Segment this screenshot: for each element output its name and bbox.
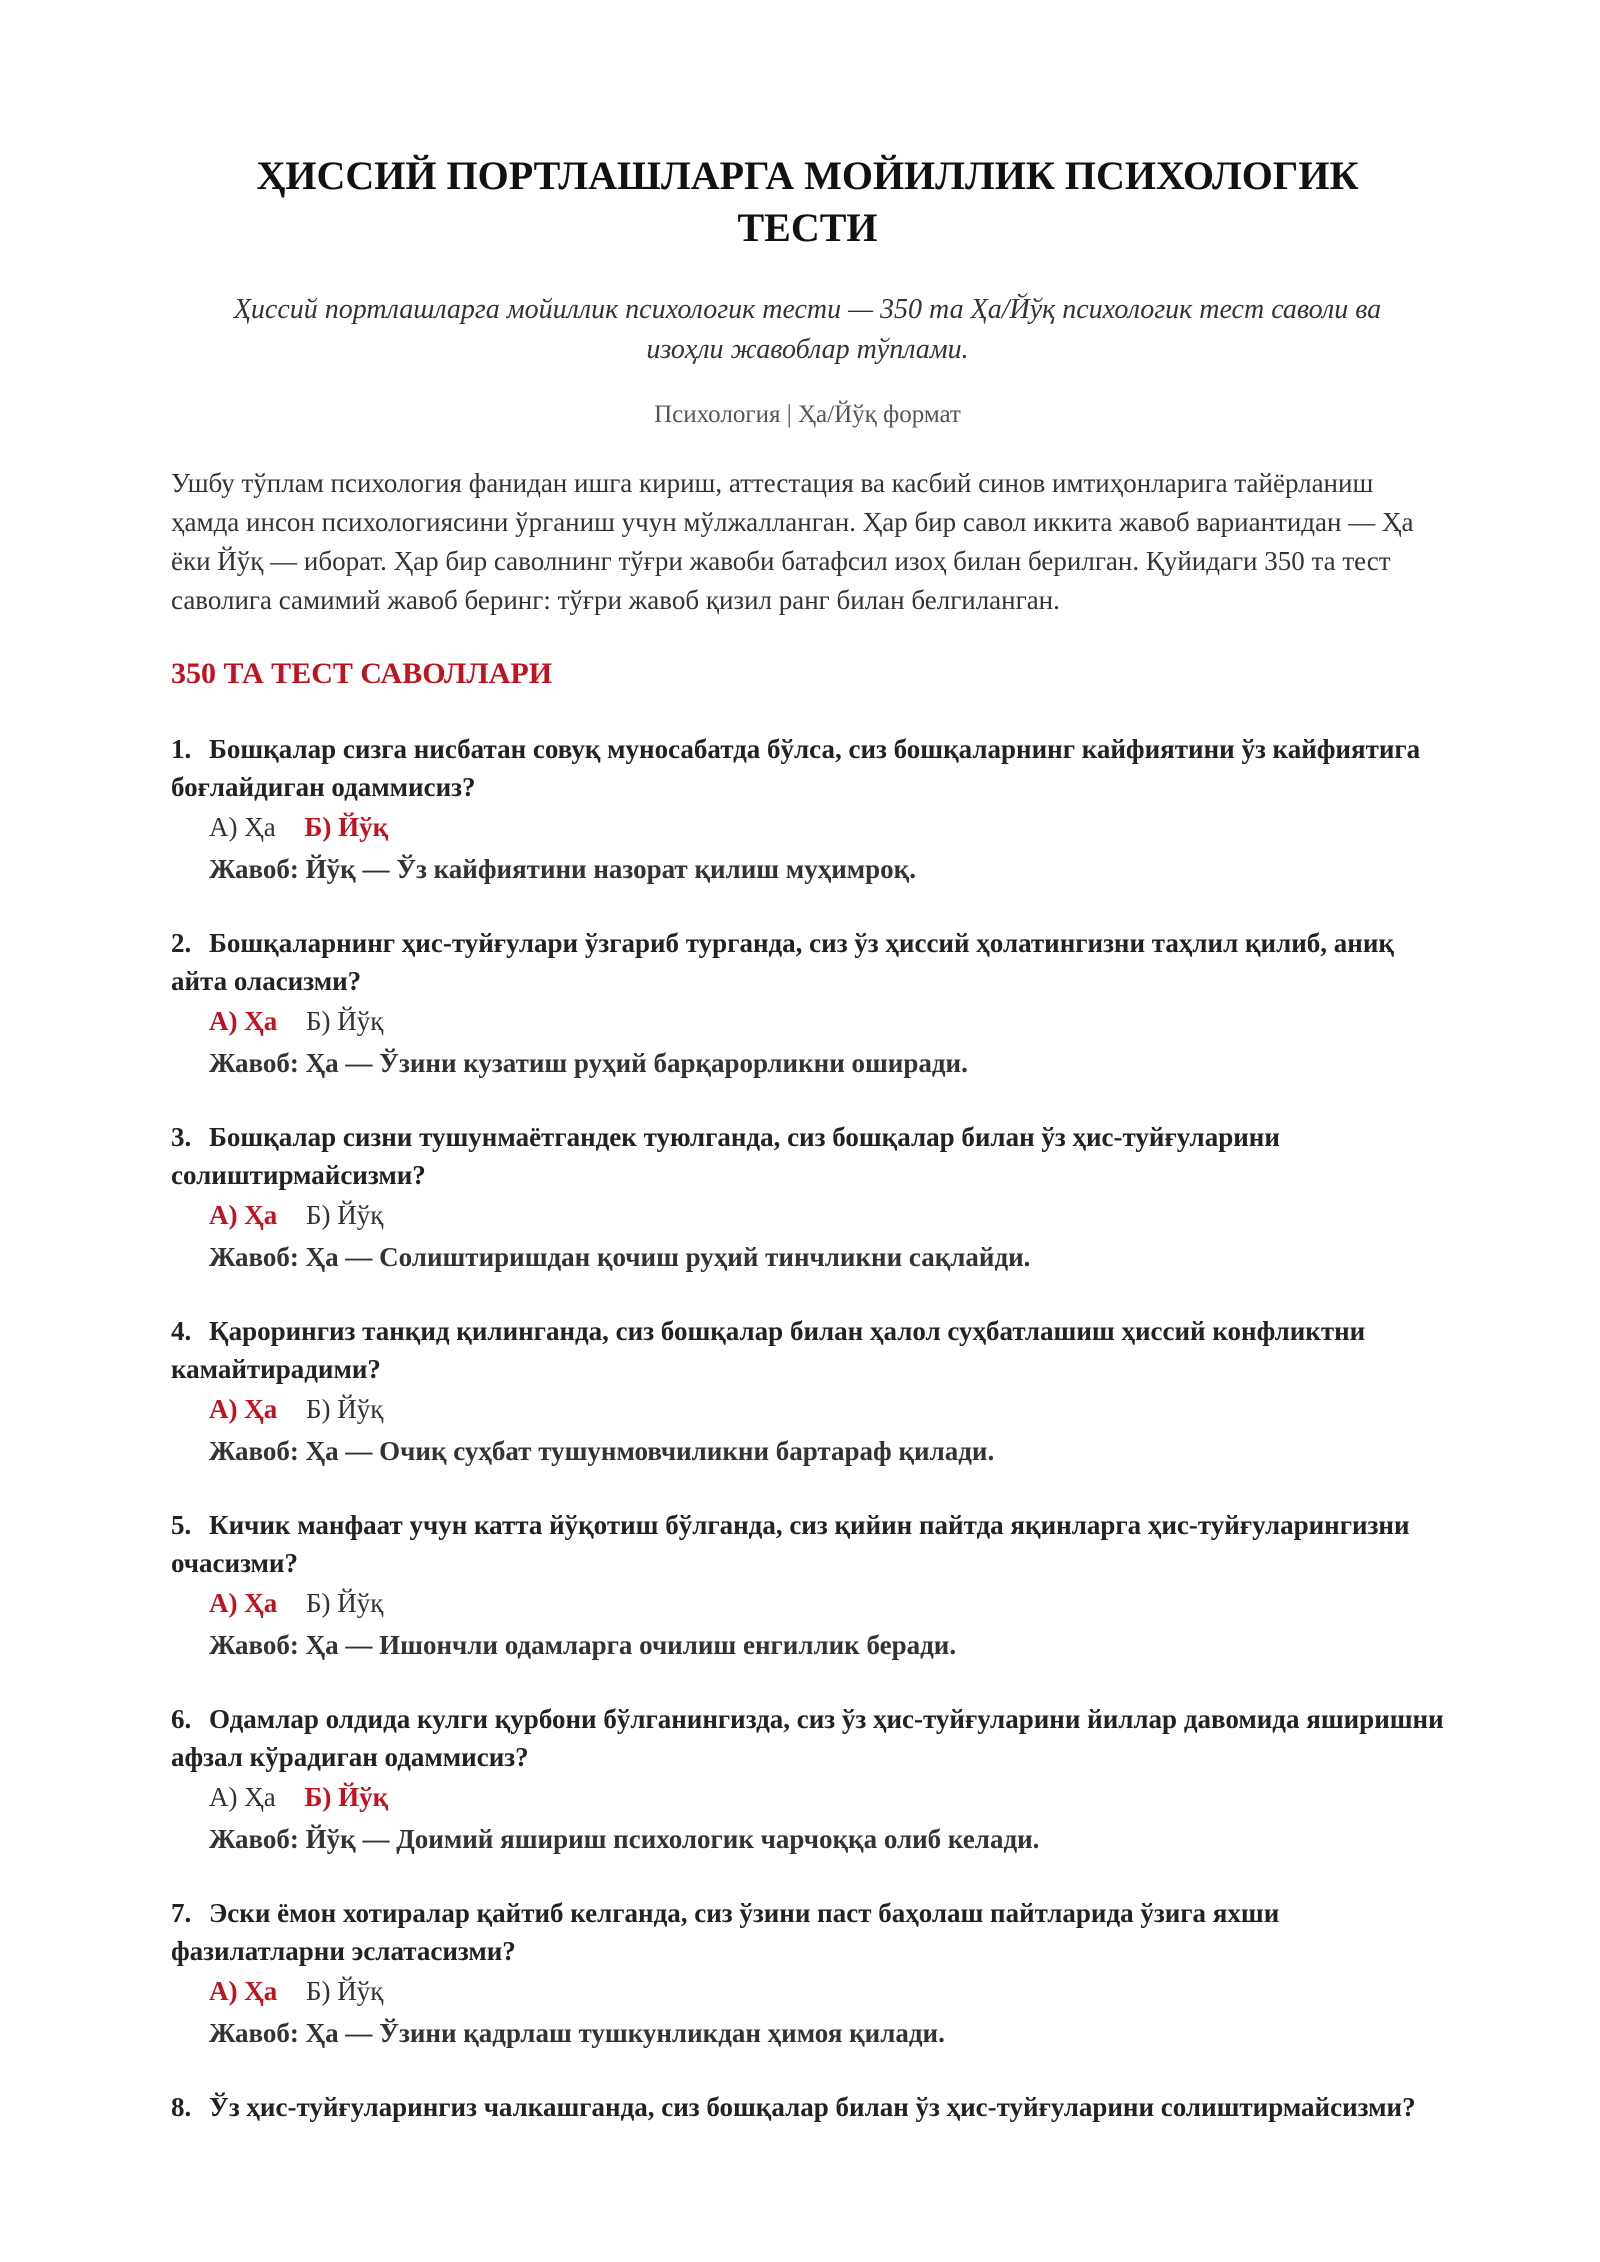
question-7 — [171, 1894, 1444, 2052]
question-text — [171, 1312, 1451, 1388]
options — [209, 1002, 1444, 1040]
question-number: 3. — [171, 1122, 192, 1152]
option-b[interactable]: Б) Йўқ — [306, 1588, 384, 1618]
question-text — [171, 1894, 1451, 1970]
option-a-correct[interactable]: А) Ҳа — [209, 1588, 278, 1618]
question-number: 5. — [171, 1510, 192, 1540]
answer-explanation: Жавоб: Ҳа — Ишончли одамларга очилиш енгиллик беради. — [209, 1630, 957, 1660]
option-a-correct[interactable]: А) Ҳа — [209, 1006, 278, 1036]
question-body: Одамлар олдида кулги қурбони бўлганингизда, сиз ўз ҳис-туйғуларини йиллар давомида яширишни афзал кўрадиган одаммисиз? — [171, 1704, 1444, 1772]
options — [209, 1584, 1444, 1622]
options — [209, 1390, 1444, 1428]
option-a-correct[interactable]: А) Ҳа — [209, 1976, 278, 2006]
question-2 — [171, 924, 1444, 1082]
option-b-correct[interactable]: Б) Йўқ — [304, 1782, 389, 1812]
question-text — [171, 1118, 1451, 1194]
question-number: 6. — [171, 1704, 192, 1734]
option-b[interactable]: Б) Йўқ — [306, 1976, 384, 2006]
question-body: Бошқаларнинг ҳис-туйғулари ўзгариб турганда, сиз ўз ҳиссий ҳолатингизни таҳлил қилиб, аниқ айта оласизми? — [171, 928, 1394, 996]
option-a-correct[interactable]: А) Ҳа — [209, 1200, 278, 1230]
answer-explanation: Жавоб: Йўқ — Ўз кайфиятини назорат қилиш муҳимроқ. — [209, 854, 916, 884]
option-a-correct[interactable]: А) Ҳа — [209, 1394, 278, 1424]
document-meta: Психология | Ҳа/Йўқ формат — [654, 401, 961, 428]
question-text — [171, 2088, 1451, 2126]
question-body: Бошқалар сизни тушунмаётгандек туюлганда, сиз бошқалар билан ўз ҳис-туйғуларини солиштирмайсизми? — [171, 1122, 1280, 1190]
options — [209, 1972, 1444, 2010]
question-text — [171, 1506, 1451, 1582]
question-body: Кичик манфаат учун катта йўқотиш бўлганда, сиз қийин пайтда яқинларга ҳис-туйғуларингизни очасизми? — [171, 1510, 1410, 1578]
question-text — [171, 730, 1451, 806]
answer-explanation: Жавоб: Ҳа — Ўзини қадрлаш тушкунликдан ҳимоя қилади. — [209, 2018, 945, 2048]
option-b[interactable]: Б) Йўқ — [306, 1200, 384, 1230]
document-page — [171, 150, 1444, 2126]
question-number: 1. — [171, 734, 192, 764]
question-body: Қарорингиз танқид қилинганда, сиз бошқалар билан ҳалол суҳбатлашиш ҳиссий конфликтни камайтирадими? — [171, 1316, 1366, 1384]
option-b-correct[interactable]: Б) Йўқ — [304, 812, 389, 842]
option-a[interactable]: А) Ҳа — [209, 1782, 276, 1812]
document-title: ҲИССИЙ ПОРТЛАШЛАРГА МОЙИЛЛИК ПСИХОЛОГИК ТЕСТИ — [256, 153, 1359, 250]
section-heading: 350 ТА ТЕСТ САВОЛЛАРИ — [171, 657, 553, 690]
answer-explanation: Жавоб: Йўқ — Доимий яшириш психологик чарчоққа олиб келади. — [209, 1824, 1040, 1854]
document-subtitle: Ҳиссий портлашларга мойиллик психологик тести — 350 та Ҳа/Йўқ психологик тест саволи ва изоҳли жавоблар тўплами. — [233, 294, 1382, 365]
answer-explanation: Жавоб: Ҳа — Ўзини кузатиш руҳий барқарорликни оширади. — [209, 1048, 968, 1078]
question-body: Бошқалар сизга нисбатан совуқ муносабатда бўлса, сиз бошқаларнинг кайфиятини ўз кайфиятига боғлайдиган одаммисиз? — [171, 734, 1421, 802]
question-3 — [171, 1118, 1444, 1276]
option-a[interactable]: А) Ҳа — [209, 812, 276, 842]
question-number: 2. — [171, 928, 192, 958]
answer-explanation: Жавоб: Ҳа — Очиқ суҳбат тушунмовчиликни бартараф қилади. — [209, 1436, 995, 1466]
question-text — [171, 924, 1451, 1000]
question-1 — [171, 730, 1444, 888]
answer-explanation: Жавоб: Ҳа — Солиштиришдан қочиш руҳий тинчликни сақлайди. — [209, 1242, 1031, 1272]
options — [209, 808, 1444, 846]
options — [209, 1778, 1444, 1816]
options — [209, 1196, 1444, 1234]
question-4 — [171, 1312, 1444, 1470]
option-b[interactable]: Б) Йўқ — [306, 1006, 384, 1036]
question-number: 7. — [171, 1898, 192, 1928]
question-body: Ўз ҳис-туйғуларингиз чалкашганда, сиз бошқалар билан ўз ҳис-туйғуларини солиштирмайсизми? — [209, 2092, 1416, 2122]
question-text — [171, 1700, 1451, 1776]
question-body: Эски ёмон хотиралар қайтиб келганда, сиз ўзини паст баҳолаш пайтларида ўзига яхши фазилатларни эслатасизми? — [171, 1898, 1280, 1966]
option-b[interactable]: Б) Йўқ — [306, 1394, 384, 1424]
document-intro: Ушбу тўплам психология фанидан ишга кириш, аттестация ва касбий синов имтиҳонларига тайёрланиш ҳамда инсон психологиясини ўрганиш учун мўлжалланган. Ҳар бир савол иккита жавоб вариантидан — Ҳа ёки Йўқ — иборат. Ҳар бир саволнинг тўғри жавоби батафсил изоҳ билан берилган. Қуйидаги 350 та тест саволига самимий жавоб беринг: тўғри жавоб қизил ранг билан белгиланган. — [171, 468, 1414, 615]
question-5 — [171, 1506, 1444, 1664]
question-number: 8. — [171, 2092, 192, 2122]
question-6 — [171, 1700, 1444, 1858]
question-8 — [171, 2088, 1444, 2126]
question-number: 4. — [171, 1316, 192, 1346]
